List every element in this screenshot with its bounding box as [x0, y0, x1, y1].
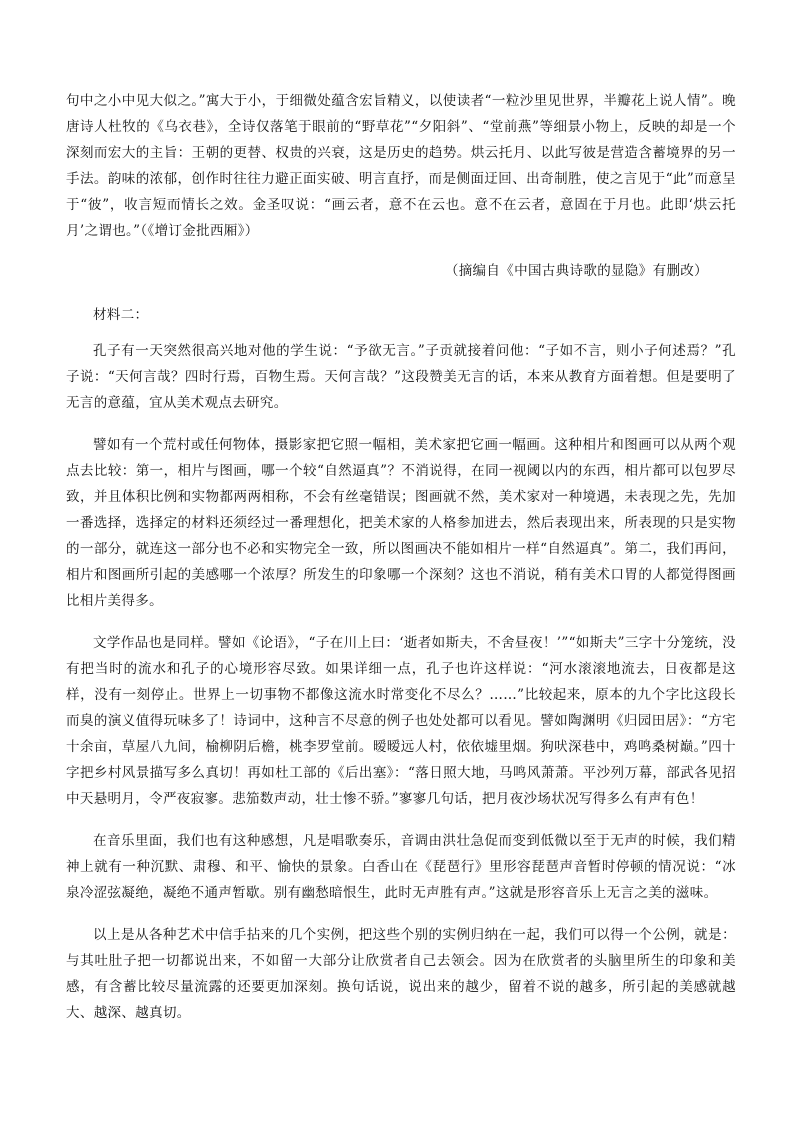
- paragraph-photo-vs-painting: 譬如有一个荒村或任何物体，摄影家把它照一幅相，美术家把它画一幅画。这种相片和图画可以从两个观点去比较：第一，相片与图画，哪一个较“自然逼真”？不消说得，在同一视阈以内的东西，相片都可以包罗尽致，并且体积比例和实物都两两相称，不会有丝毫错误；图画就不然，美术家对一种境遇，未表现之先，先加一番选择，选择定的材料还须经过一番理想化，把美术家的人格参加进去，然后表现出来，所表现的只是实物的一部分，就连这一部分也不必和实物完全一致，所以图画决不能如相片一样“自然逼真”。第二，我们再问，相片和图画所引起的美感哪一个浓厚？所发生的印象哪一个深刻？这也不消说，稍有美术口胃的人都觉得图画比相片美得多。: [66, 437, 736, 609]
- paragraph-literature: 文学作品也是同样。譬如《论语》，“子在川上曰：‘逝者如斯夫，不舍昼夜！’”“如斯夫”三字十分笼统，没有把当时的流水和孔子的心境形容尽致。如果详细一点，孔子也许这样说：“河水滚滚地流去，日夜都是这样，没有一刻停止。世界上一切事物不都像这流水时常变化不尽么？……”比较起来，原本的九个字比这段长而臭的演义值得玩味多了！诗词中，这种言不尽意的例子也处处都可以看见。譬如陶渊明《归园田居》：“方宅十余亩，草屋八九间，榆柳阴后檐，桃李罗堂前。暧暧远人村，依依墟里烟。狗吠深巷中，鸡鸣桑树巅。”四十字把乡村风景描写多么真切！再如杜工部的《后出塞》：“落日照大地，马鸣风萧萧。平沙列万幕，部武各见招中天悬明月，令严夜寂寥。悲笳数声动，壮士惨不骄。”寥寥几句话，把月夜沙场状况写得多么有声有色！: [66, 635, 736, 807]
- material-two-label: 材料二：: [93, 307, 149, 323]
- source-citation: （摘编自《中国古典诗歌的显隐》有删改）: [444, 263, 708, 279]
- paragraph-continuation: 句中之小中见大似之。”寓大于小，于细微处蕴含宏旨精义，以使读者“一粒沙里见世界，半瓣花上说人情”。晚唐诗人杜牧的《乌衣巷》，全诗仅落笔于眼前的“野草花”“夕阳斜”、“堂前燕”等细景小物上，反映的却是一个深刻而宏大的主旨：王朝的更替、权贵的兴衰，这是历史的趋势。烘云托月、以此写彼是营造含蓄境界的另一手法。韵味的浓郁，创作时往往力避正面实破、明言直抒，而是侧面迂回、出奇制胜，使之言见于“此”而意呈于“彼”，收言短而情长之效。金圣叹说：“画云者，意不在云也。意不在云者，意固在于月也。此即‘烘云托月’之谓也。”（《增订金批西厢》）: [66, 93, 736, 239]
- paragraph-music: 在音乐里面，我们也有这种感想，凡是唱歌奏乐，音调由洪壮急促而变到低微以至于无声的时候，我们精神上就有一种沉默、肃穆、和平、愉快的景象。白香山在《琵琶行》里形容琵琶声音暂时停顿的情况说：“冰泉冷涩弦凝绝，凝绝不通声暂歇。别有幽愁暗恨生，此时无声胜有声。”这就是形容音乐上无言之美的滋味。: [66, 833, 736, 901]
- paragraph-confucius: 孔子有一天突然很高兴地对他的学生说：“予欲无言。”子贡就接着问他：“子如不言，则小子何述焉？”孔子说：“天何言哉？四时行焉，百物生焉。天何言哉？”这段赞美无言的话，本来从教育方面着想。但是要明了无言的意蕴，宜从美术观点去研究。: [66, 343, 736, 411]
- paragraph-conclusion: 以上是从各种艺术中信手拈来的几个实例，把这些个别的实例归纳在一起，我们可以得一个公例，就是：与其吐肚子把一切都说出来，不如留一大部分让欣赏者自己去领会。因为在欣赏者的头脑里所生的印象和美感，有含蓄比较尽量流露的还要更加深刻。换句话说，说出来的越少，留着不说的越多，所引起的美感就越大、越深、越真切。: [66, 927, 736, 1021]
